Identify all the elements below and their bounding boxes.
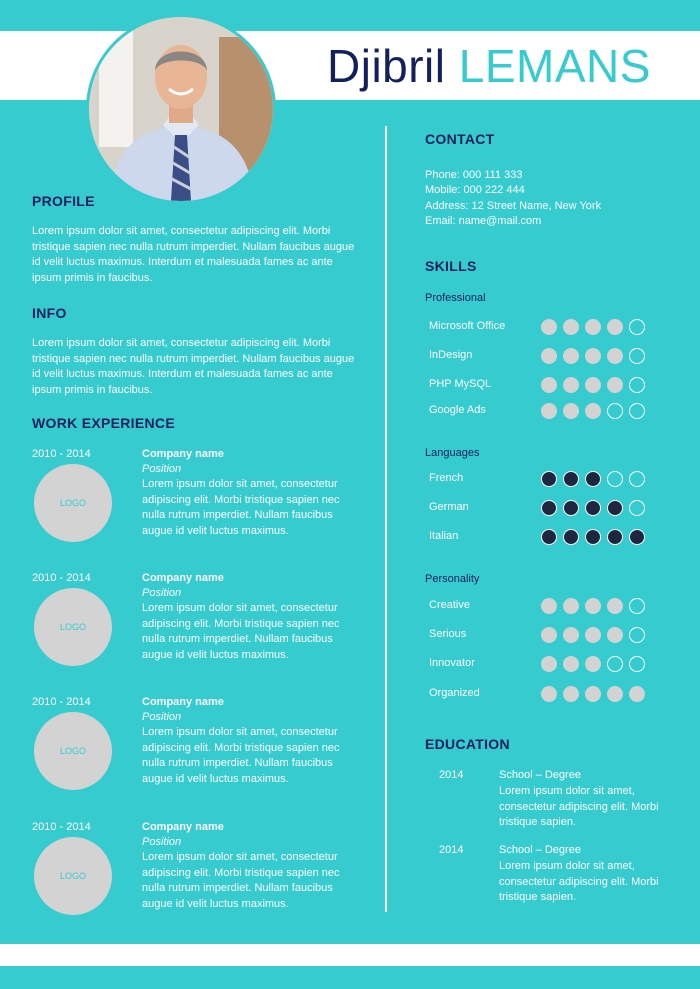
rating-dot-filled xyxy=(541,686,557,702)
rating-dot-filled xyxy=(585,656,601,672)
job-dates: 2010 - 2014 xyxy=(32,572,91,584)
rating-dot-filled xyxy=(563,471,579,487)
job-position: Position xyxy=(142,587,182,599)
skill-row xyxy=(429,377,659,395)
rating-dot-filled xyxy=(541,529,557,545)
job-position: Position xyxy=(142,711,182,723)
profile-photo xyxy=(86,14,276,204)
rating-dot-filled xyxy=(629,686,645,702)
rating-dot-filled xyxy=(585,500,601,516)
rating-dot-filled xyxy=(563,403,579,419)
skill-row xyxy=(429,471,659,489)
contact-address: Address: 12 Street Name, New York xyxy=(425,200,602,212)
job-position: Position xyxy=(142,836,182,848)
company-logo: LOGO xyxy=(34,588,112,666)
rating-dot-filled xyxy=(585,686,601,702)
rating-dot-filled xyxy=(563,598,579,614)
skill-name: Innovator xyxy=(429,657,475,669)
rating-dot-filled xyxy=(563,377,579,393)
skill-name: German xyxy=(429,501,469,513)
skill-name: PHP MySQL xyxy=(429,378,492,390)
rating-dot-filled xyxy=(563,656,579,672)
rating-dot-filled xyxy=(629,529,645,545)
education-entry xyxy=(425,769,685,833)
skill-row xyxy=(429,403,659,421)
skill-rating xyxy=(541,471,651,487)
skills-heading: SKILLS xyxy=(425,258,477,274)
profile-text: Lorem ipsum dolor sit amet, consectetur adipiscing elit. Morbi tristique sapien nec nulla rutrum imperdiet. Nullam faucibus augue id velit luctus maximus. Interdum et malesuada fames ac ante ipsum primis in faucibus. xyxy=(32,225,355,284)
job-description: Lorem ipsum dolor sit amet, consectetur adipiscing elit. Morbi tristique sapien nec nulla rutrum imperdiet. Nullam faucibus augue id velit luctus maximus. xyxy=(142,726,340,785)
resume-name xyxy=(327,36,651,96)
education-description: Lorem ipsum dolor sit amet, consectetur adipiscing elit. Morbi tristique sapien. xyxy=(499,860,659,903)
skill-rating xyxy=(541,656,651,672)
skill-row xyxy=(429,686,659,704)
skill-group-professional: Professional xyxy=(425,292,486,304)
skill-rating xyxy=(541,627,651,643)
company-name: Company name xyxy=(142,572,224,584)
rating-dot-filled xyxy=(563,319,579,335)
education-entry xyxy=(425,844,685,908)
company-logo: LOGO xyxy=(34,712,112,790)
skill-name: Serious xyxy=(429,628,467,640)
rating-dot-filled xyxy=(607,686,623,702)
rating-dot-filled xyxy=(541,377,557,393)
rating-dot-filled xyxy=(585,403,601,419)
skill-group-languages: Languages xyxy=(425,447,480,459)
rating-dot-empty xyxy=(629,500,645,516)
rating-dot-filled xyxy=(563,348,579,364)
skill-row xyxy=(429,319,659,337)
rating-dot-empty xyxy=(607,403,623,419)
company-logo: LOGO xyxy=(34,464,112,542)
contact-phone: Phone: 000 111 333 xyxy=(425,169,523,181)
job-dates: 2010 - 2014 xyxy=(32,821,91,833)
job-dates: 2010 - 2014 xyxy=(32,696,91,708)
education-year: 2014 xyxy=(439,844,464,856)
rating-dot-filled xyxy=(585,627,601,643)
skill-name: Google Ads xyxy=(429,404,486,416)
rating-dot-empty xyxy=(629,319,645,335)
rating-dot-empty xyxy=(607,656,623,672)
profile-heading: PROFILE xyxy=(32,193,95,209)
rating-dot-filled xyxy=(607,319,623,335)
rating-dot-filled xyxy=(541,598,557,614)
skill-row xyxy=(429,500,659,518)
rating-dot-filled xyxy=(607,627,623,643)
skill-row xyxy=(429,348,659,366)
education-title: School – Degree xyxy=(499,769,581,781)
rating-dot-filled xyxy=(585,348,601,364)
skill-name: Organized xyxy=(429,687,480,699)
skill-name: Italian xyxy=(429,530,459,542)
rating-dot-filled xyxy=(585,598,601,614)
company-name: Company name xyxy=(142,448,224,460)
contact-heading: CONTACT xyxy=(425,131,495,147)
rating-dot-filled xyxy=(607,377,623,393)
skill-row xyxy=(429,598,659,616)
rating-dot-filled xyxy=(541,348,557,364)
skill-rating xyxy=(541,319,651,335)
job-entry xyxy=(32,448,362,568)
info-heading: INFO xyxy=(32,305,67,321)
skill-rating xyxy=(541,686,651,702)
rating-dot-empty xyxy=(629,348,645,364)
job-entry xyxy=(32,696,362,816)
skill-rating xyxy=(541,598,651,614)
column-divider xyxy=(385,126,387,912)
job-entry xyxy=(32,821,362,941)
rating-dot-filled xyxy=(585,377,601,393)
rating-dot-filled xyxy=(607,598,623,614)
contact-email: Email: name@mail.com xyxy=(425,215,542,227)
rating-dot-empty xyxy=(629,377,645,393)
skill-row xyxy=(429,627,659,645)
skill-name: Microsoft Office xyxy=(429,320,506,332)
rating-dot-filled xyxy=(541,403,557,419)
company-logo: LOGO xyxy=(34,837,112,915)
skill-rating xyxy=(541,500,651,516)
rating-dot-filled xyxy=(541,656,557,672)
company-name: Company name xyxy=(142,821,224,833)
job-description: Lorem ipsum dolor sit amet, consectetur adipiscing elit. Morbi tristique sapien nec nulla rutrum imperdiet. Nullam faucibus augue id velit luctus maximus. xyxy=(142,478,340,537)
rating-dot-filled xyxy=(563,686,579,702)
skill-rating xyxy=(541,529,651,545)
rating-dot-empty xyxy=(629,627,645,643)
work-heading: WORK EXPERIENCE xyxy=(32,415,175,431)
skill-rating xyxy=(541,377,651,393)
rating-dot-filled xyxy=(541,500,557,516)
company-name: Company name xyxy=(142,696,224,708)
rating-dot-empty xyxy=(607,471,623,487)
last-name: LEMANS xyxy=(458,40,651,92)
skill-rating xyxy=(541,403,651,419)
job-dates: 2010 - 2014 xyxy=(32,448,91,460)
rating-dot-filled xyxy=(585,471,601,487)
rating-dot-empty xyxy=(629,471,645,487)
skill-row xyxy=(429,529,659,547)
job-entry xyxy=(32,572,362,692)
info-text: Lorem ipsum dolor sit amet, consectetur adipiscing elit. Morbi tristique sapien nec nulla rutrum imperdiet. Nullam faucibus augue id velit luctus maximus. Interdum et malesuada fames ac ante ipsum primis in faucibus. xyxy=(32,337,355,396)
skill-name: French xyxy=(429,472,464,484)
rating-dot-empty xyxy=(629,656,645,672)
rating-dot-empty xyxy=(629,598,645,614)
skill-name: InDesign xyxy=(429,349,473,361)
rating-dot-filled xyxy=(607,500,623,516)
education-title: School – Degree xyxy=(499,844,581,856)
rating-dot-filled xyxy=(585,319,601,335)
rating-dot-filled xyxy=(563,529,579,545)
rating-dot-filled xyxy=(563,500,579,516)
rating-dot-filled xyxy=(607,348,623,364)
rating-dot-filled xyxy=(541,627,557,643)
rating-dot-filled xyxy=(541,471,557,487)
skill-group-personality: Personality xyxy=(425,573,480,585)
rating-dot-filled xyxy=(607,529,623,545)
skill-name: Creative xyxy=(429,599,470,611)
job-description: Lorem ipsum dolor sit amet, consectetur adipiscing elit. Morbi tristique sapien nec nulla rutrum imperdiet. Nullam faucibus augue id velit luctus maximus. xyxy=(142,602,340,661)
rating-dot-filled xyxy=(541,319,557,335)
education-year: 2014 xyxy=(439,769,464,781)
footer-band xyxy=(0,944,700,966)
rating-dot-filled xyxy=(585,529,601,545)
rating-dot-empty xyxy=(629,403,645,419)
job-description: Lorem ipsum dolor sit amet, consectetur adipiscing elit. Morbi tristique sapien nec nulla rutrum imperdiet. Nullam faucibus augue id velit luctus maximus. xyxy=(142,851,340,910)
skill-row xyxy=(429,656,659,674)
job-position: Position xyxy=(142,463,182,475)
education-heading: EDUCATION xyxy=(425,736,510,752)
first-name: Djibril xyxy=(327,40,446,92)
skill-rating xyxy=(541,348,651,364)
contact-mobile: Mobile: 000 222 444 xyxy=(425,184,525,196)
education-description: Lorem ipsum dolor sit amet, consectetur adipiscing elit. Morbi tristique sapien. xyxy=(499,785,659,828)
portrait-image xyxy=(89,17,273,201)
rating-dot-filled xyxy=(563,627,579,643)
